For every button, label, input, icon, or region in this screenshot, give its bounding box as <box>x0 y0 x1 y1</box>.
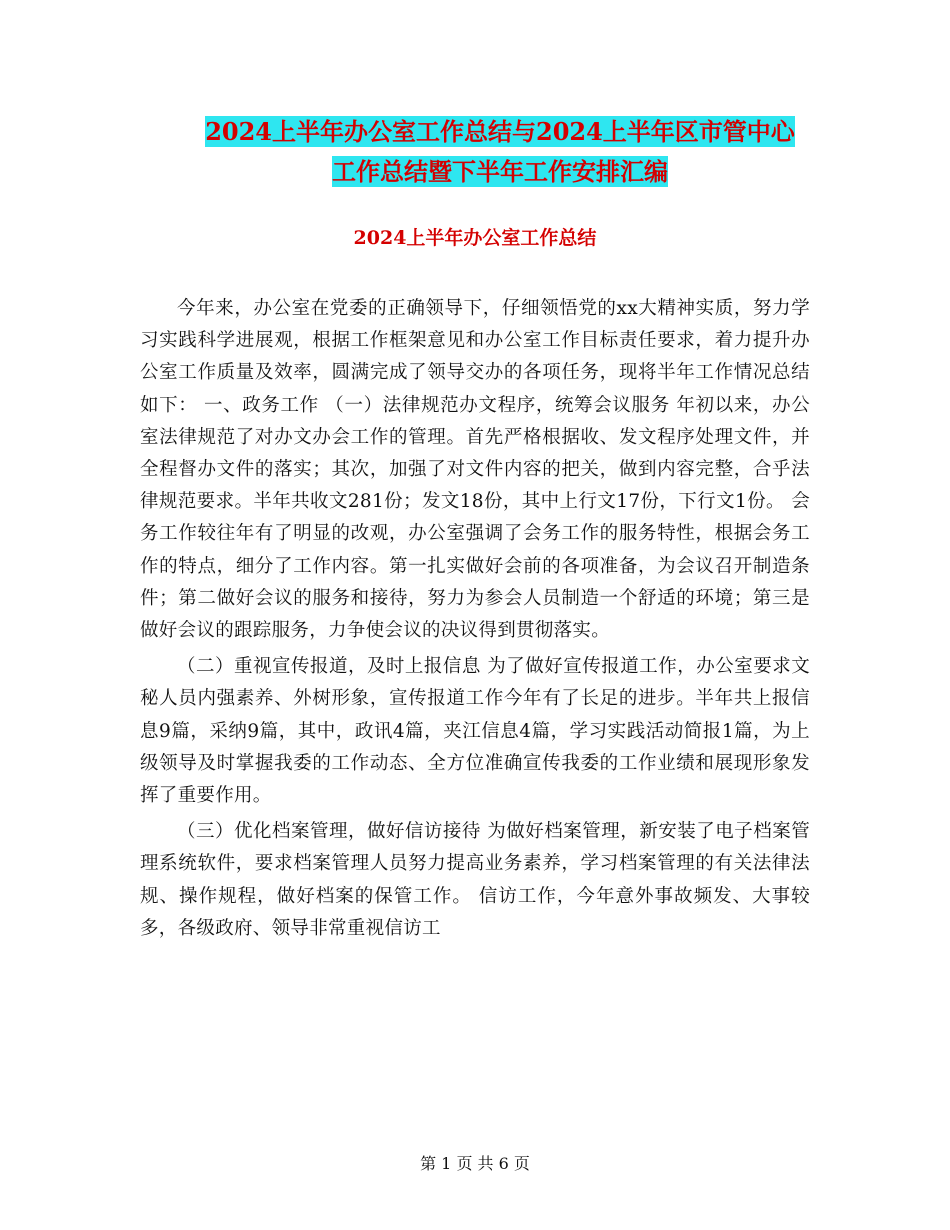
document-title-line-2 <box>140 152 860 192</box>
page-footer: 第 1 页 共 6 页 <box>420 1154 530 1173</box>
document-title-line-1 <box>140 112 860 152</box>
paragraph-1: 今年来，办公室在党委的正确领导下，仔细领悟党的xx大精神实质，努力学习实践科学进展观，根据工作框架意见和办公室工作目标责任要求，着力提升办公室工作质量及效率，圆满完成了领导交办的各项任务，现将半年工作情况总结如下： 一、政务工作 （一）法律规范办文程序，统筹会议服务 年初以来，办公室法律规范了对办文办会工作的管理。首先严格根据收、发文程序处理文件，并全程督办文件的落实；其次，加强了对文件内容的把关，做到内容完整，合乎法律规范要求。半年共收文281份；发文18份，其中上行文17份，下行文1份。 会务工作较往年有了明显的改观，办公室强调了会务工作的服务特性，根据会务工作的特点，细分了工作内容。第一扎实做好会前的各项准备，为会议召开制造条件；第二做好会议的服务和接待，努力为参会人员制造一个舒适的环境；第三是做好会议的跟踪服务，力争使会议的决议得到贯彻落实。 <box>140 298 810 642</box>
document-title <box>140 112 860 192</box>
title-line-1-text: 2024上半年办公室工作总结与2024上半年区市管中心 <box>205 117 795 146</box>
paragraph-3: （三）优化档案管理，做好信访接待 为做好档案管理，新安装了电子档案管理系统软件，要求档案管理人员努力提高业务素养，学习档案管理的有关法律法规、操作规程，做好档案的保管工作。 信访工作，今年意外事故频发、大事较多，各级政府、领导非常重视信访工 <box>140 821 810 939</box>
body-text <box>140 293 810 949</box>
paragraph-2: （二）重视宣传报道，及时上报信息 为了做好宣传报道工作，办公室要求文秘人员内强素养、外树形象，宣传报道工作今年有了长足的进步。半年共上报信息9篇，采纳9篇，其中，政讯4篇，夹江信息4篇，学习实践活动简报1篇，为上级领导及时掌握我委的工作动态、全方位准确宣传我委的工作业绩和展现形象发挥了重要作用。 <box>140 656 810 807</box>
section-title: 2024上半年办公室工作总结 <box>353 227 597 249</box>
title-line-2-text: 工作总结暨下半年工作安排汇编 <box>332 157 668 186</box>
